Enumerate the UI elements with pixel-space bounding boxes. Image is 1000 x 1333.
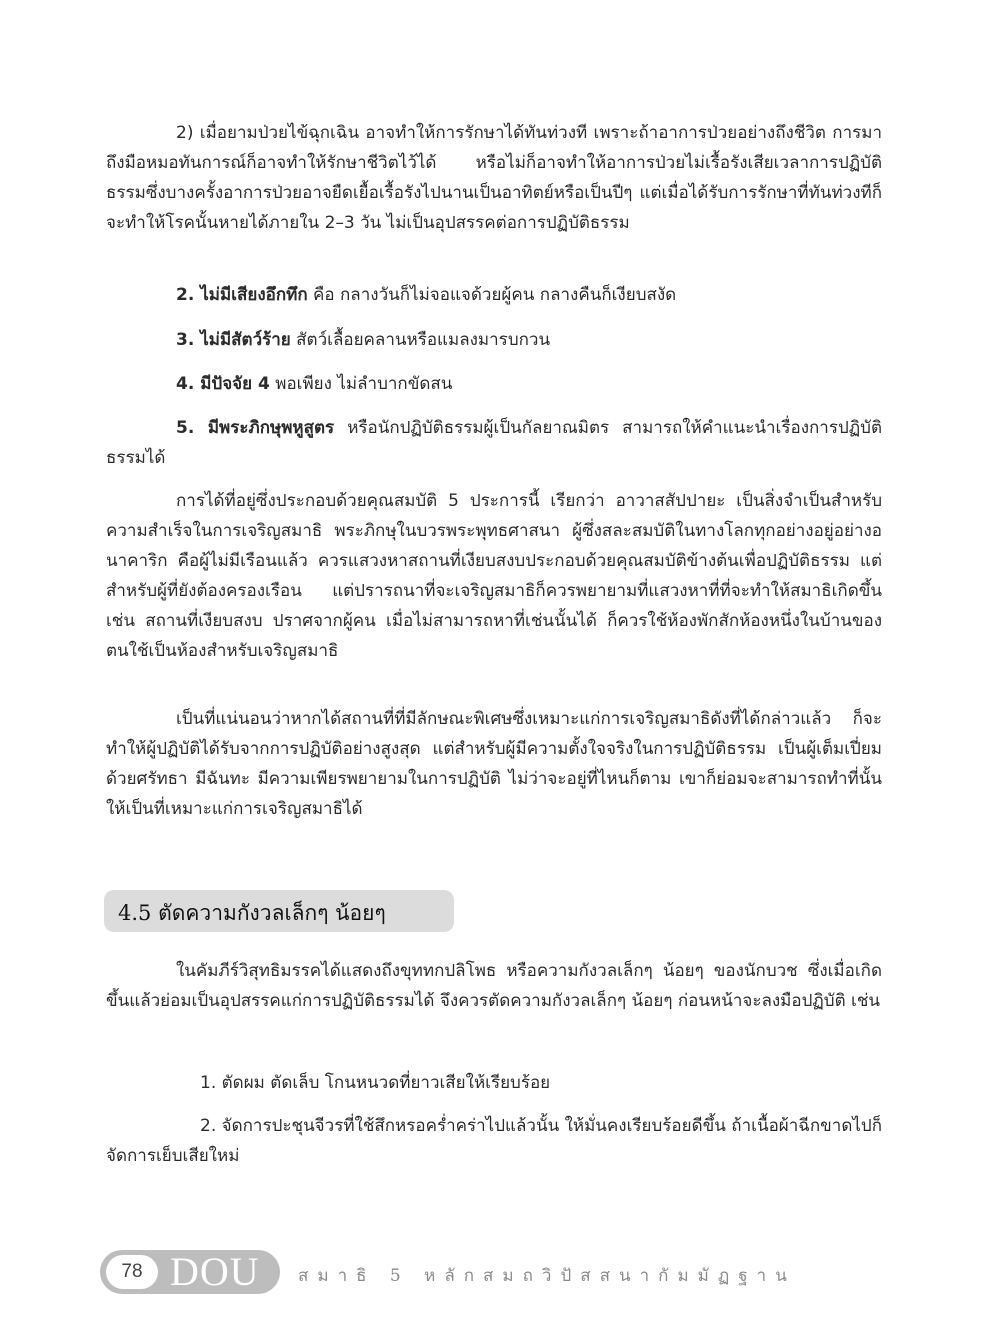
list-item-text: คือ กลางวันก็ไม่จอแจด้วยผู้คน กลางคืนก็เงียบสงัด [307,285,677,305]
list-item-text: สัตว์เลื้อยคลานหรือแมลงมารบกวน [290,330,551,350]
page-number: 78 [106,1255,158,1289]
list-item-four-requisites [176,369,882,399]
paragraph-determined-practitioner: เป็นที่แน่นอนว่าหากได้สถานที่ที่มีลักษณะพิเศษซึ่งเหมาะแก่การเจริญสมาธิดังที่ได้กล่าวแล้ว ก็จะทำให้ผู้ปฏิบัติได้รับจากการปฏิบัติอย่างสูงสุด แต่สำหรับผู้มีความตั้งใจจริงในการปฏิบัติธรรม เป็นผู้เต็มเปี่ยมด้วยศรัทธา มีฉันทะ มีความเพียรพยายามในการปฏิบัติ ไม่ว่าจะอยู่ที่ไหนก็ตาม เขาก็ย่อมจะสามารถทำที่นั้นให้เป็นที่เหมาะแก่การเจริญสมาธิได้ [106,709,882,819]
paragraph-minor-worries: ในคัมภีร์วิสุทธิมรรคได้แสดงถึงขุททกปลิโพธ หรือความกังวลเล็กๆ น้อยๆ ของนักบวช ซึ่งเมื่อเกิดขึ้นแล้วย่อมเป็นอุปสรรคแก่การปฏิบัติธรรมได้ จึงควรตัดความกังวลเล็กๆ น้อยๆ ก่อนหน้าจะลงมือปฏิบัติ เช่น [106,961,882,1011]
list-item-heading: 3. ไม่มีสัตว์ร้าย [176,330,291,350]
footer-badge [100,1250,280,1294]
list-item-no-noise [176,280,882,310]
paragraph-emergency-illness: 2) เมื่อยามป่วยไข้ฉุกเฉิน อาจทำให้การรักษาได้ทันท่วงที เพราะถ้าอาการป่วยอย่างถึงชีวิต การมาถึงมือหมอทันการณ์ก็อาจทำให้รักษาชีวิตไว้ได้ หรือไม่ก็อาจทำให้อาการป่วยไม่เรื้อรังเสียเวลาการปฏิบัติธรรมซึ่งบางครั้งอาการป่วยอาจยืดเยื้อเรื้อรังไปนานเป็นอาทิตย์หรือเป็นปีๆ แต่เมื่อได้รับการรักษาที่ทันท่วงทีก็จะทำให้โรคนั้นหายได้ภายใน 2–3 วัน ไม่เป็นอุปสรรคต่อการปฏิบัติธรรม [106,123,882,233]
list-item-heading: 2. ไม่มีเสียงอึกทึก [176,285,308,305]
list-item-grooming: 1. ตัดผม ตัดเล็บ โกนหนวดที่ยาวเสียให้เรียบร้อย [200,1073,551,1093]
section-title: 4.5 ตัดความกังวลเล็กๆ น้อยๆ [118,901,386,925]
dou-logo: DOU [170,1249,260,1294]
list-item-text: หรือนักปฏิบัติธรรมผู้เป็นกัลยาณมิตร สามารถให้คำแนะนำเรื่องการปฏิบัติธรรมได้ [106,418,883,468]
list-item-learned-monk [106,413,882,473]
list-item-heading: 4. มีปัจจัย 4 [176,374,270,394]
list-item-repair-robes: 2. จัดการปะชุนจีวรที่ใช้สึกหรอคร่ำคร่าไปแล้วนั้น ให้มั่นคงเรียบร้อยดีขึ้น ถ้าเนื้อผ้าฉีกขาดไปก็จัดการเย็บเสียใหม่ [106,1116,882,1166]
section-heading-box [104,890,454,932]
book-title: สมาธิ 5 หลักสมถวิปัสสนากัมมัฏฐาน [298,1266,796,1286]
paragraph-suitable-dwelling: การได้ที่อยู่ซึ่งประกอบด้วยคุณสมบัติ 5 ประการนี้ เรียกว่า อาวาสสัปปายะ เป็นสิ่งจำเป็นสำหรับความสำเร็จในการเจริญสมาธิ พระภิกษุในบวรพระพุทธศาสนา ผู้ซึ่งสละสมบัติในทางโลกทุกอย่างอยู่อย่างอนาคาริก คือผู้ไม่มีเรือนแล้ว ควรแสวงหาสถานที่เงียบสงบประกอบด้วยคุณสมบัติข้างต้นเพื่อปฏิบัติธรรม แต่สำหรับผู้ที่ยังต้องครองเรือน แต่ปรารถนาที่จะเจริญสมาธิก็ควรพยายามที่แสวงหาที่ที่จะทำให้สมาธิเกิดขึ้น เช่น สถานที่เงียบสงบ ปราศจากผู้คน เมื่อไม่สามารถหาที่เช่นนั้นได้ ก็ควรใช้ห้องพักสักห้องหนึ่งในบ้านของตนใช้เป็นห้องสำหรับเจริญสมาธิ [106,491,882,661]
list-item-heading: 5. มีพระภิกษุพหูสูตร [176,418,335,438]
list-item-no-dangerous-animals [176,325,882,355]
list-item-text: พอเพียง ไม่ลำบากขัดสน [269,374,453,394]
